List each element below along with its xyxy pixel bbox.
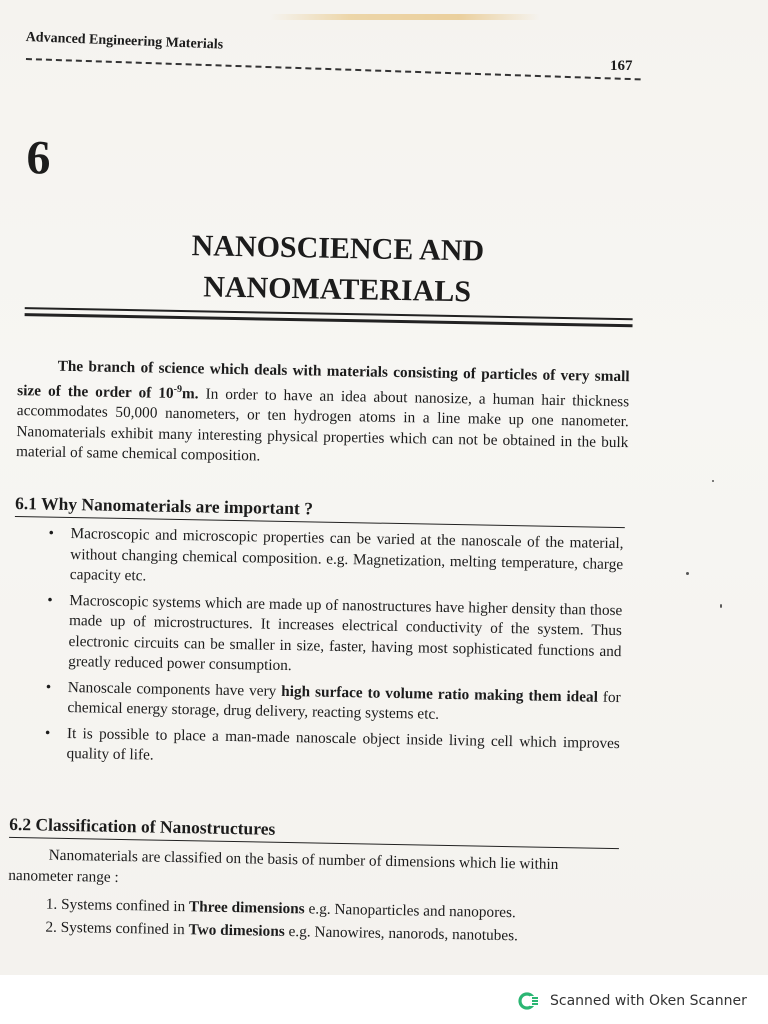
- bullet-list: [44, 524, 623, 780]
- item-text-post: e.g. Nanowires, nanorods, nanotubes.: [284, 922, 519, 945]
- scan-speck: [720, 604, 722, 608]
- bullet-text: Macroscopic and microscopic properties can be varied at the nanoscale of the material, without changing chemical composition. e.g. Magnetization, melting temperature, charge capacity etc.: [69, 524, 624, 585]
- chapter-title-line-1: NANOSCIENCE AND: [191, 229, 485, 268]
- intro-exponent: -9: [173, 383, 183, 395]
- page-content: [8, 130, 640, 945]
- scan-speck: [712, 480, 714, 482]
- scanner-watermark: [518, 990, 747, 1012]
- chapter-number: 6: [26, 131, 51, 185]
- bullet-dot: •: [44, 724, 51, 742]
- bullet-text-post: for chemical energy storage, drug delivery, reacting systems etc.: [67, 688, 621, 723]
- item-text-bold: Three dimensions: [188, 898, 305, 918]
- bullet-text: Macroscopic systems which are made up of nanostructures have higher density than those made up of microstructures. It increases electrical conductivity of the system. Thus electronic circuits can be smaller in size, faster, having most sophisticated functions and greatly reduced power consumption.: [68, 591, 623, 675]
- bullet-dot: •: [48, 524, 55, 542]
- bullet-text: It is possible to place a man-made nanoscale object inside living cell which improves quality of life.: [66, 724, 621, 764]
- intro-paragraph: [16, 356, 630, 474]
- list-item: [46, 590, 622, 683]
- bullet-dot: •: [45, 678, 52, 696]
- top-edge-strip: [270, 14, 540, 20]
- scanner-watermark-text: Scanned with Oken Scanner: [550, 993, 747, 1009]
- item-text-post: e.g. Nanoparticles and nanopores.: [304, 900, 516, 922]
- scan-speck: [686, 572, 689, 575]
- numbered-list: [45, 893, 626, 950]
- item-text-pre: Systems confined in: [60, 895, 190, 916]
- intro-bold-unit: m.: [181, 384, 199, 402]
- bullet-dot: •: [47, 591, 53, 609]
- classification-intro: Nanomaterials are classified on the basis of number of dimensions which lie within nanometer range :: [8, 846, 559, 886]
- running-head-rule: [26, 58, 641, 80]
- item-text-bold: Two dimesions: [188, 921, 285, 940]
- list-item: [48, 524, 624, 596]
- title-rule-thick: [25, 313, 633, 327]
- oken-scanner-logo-icon: [518, 990, 540, 1012]
- item-text-pre: Systems confined in: [60, 918, 189, 939]
- chapter-title: [137, 224, 538, 313]
- chapter-title-line-2: NANOMATERIALS: [202, 270, 472, 309]
- running-head: Advanced Engineering Materials: [25, 30, 224, 53]
- section-heading-6-2: 6.2 Classification of Nanostructures: [9, 813, 276, 839]
- intro-text: In order to have an idea about nanosize, a human hair thickness accommodates 50,000 nanometers, or ten hydrogen atoms in a line make up one nanometer. Nanomaterials exhibit many interesting physical properties which can not be obtained in the bulk material of same chemical composition.: [15, 384, 630, 465]
- item-number: 2.: [45, 918, 58, 936]
- bullet-text-bold: high surface to volume ratio making them ideal: [281, 682, 599, 706]
- title-double-rule: [25, 307, 633, 327]
- list-item: [45, 677, 621, 729]
- section-heading-6-1: 6.1 Why Nanomaterials are important ?: [14, 492, 314, 519]
- item-number: 1.: [45, 895, 58, 913]
- intro-bold-lead: The branch of science which deals with materials consisting of particles of very small size of the order of 10: [17, 357, 630, 402]
- page-number: 167: [610, 58, 633, 74]
- bullet-text-pre: Nanoscale components have very: [67, 678, 282, 700]
- list-item: [44, 723, 620, 775]
